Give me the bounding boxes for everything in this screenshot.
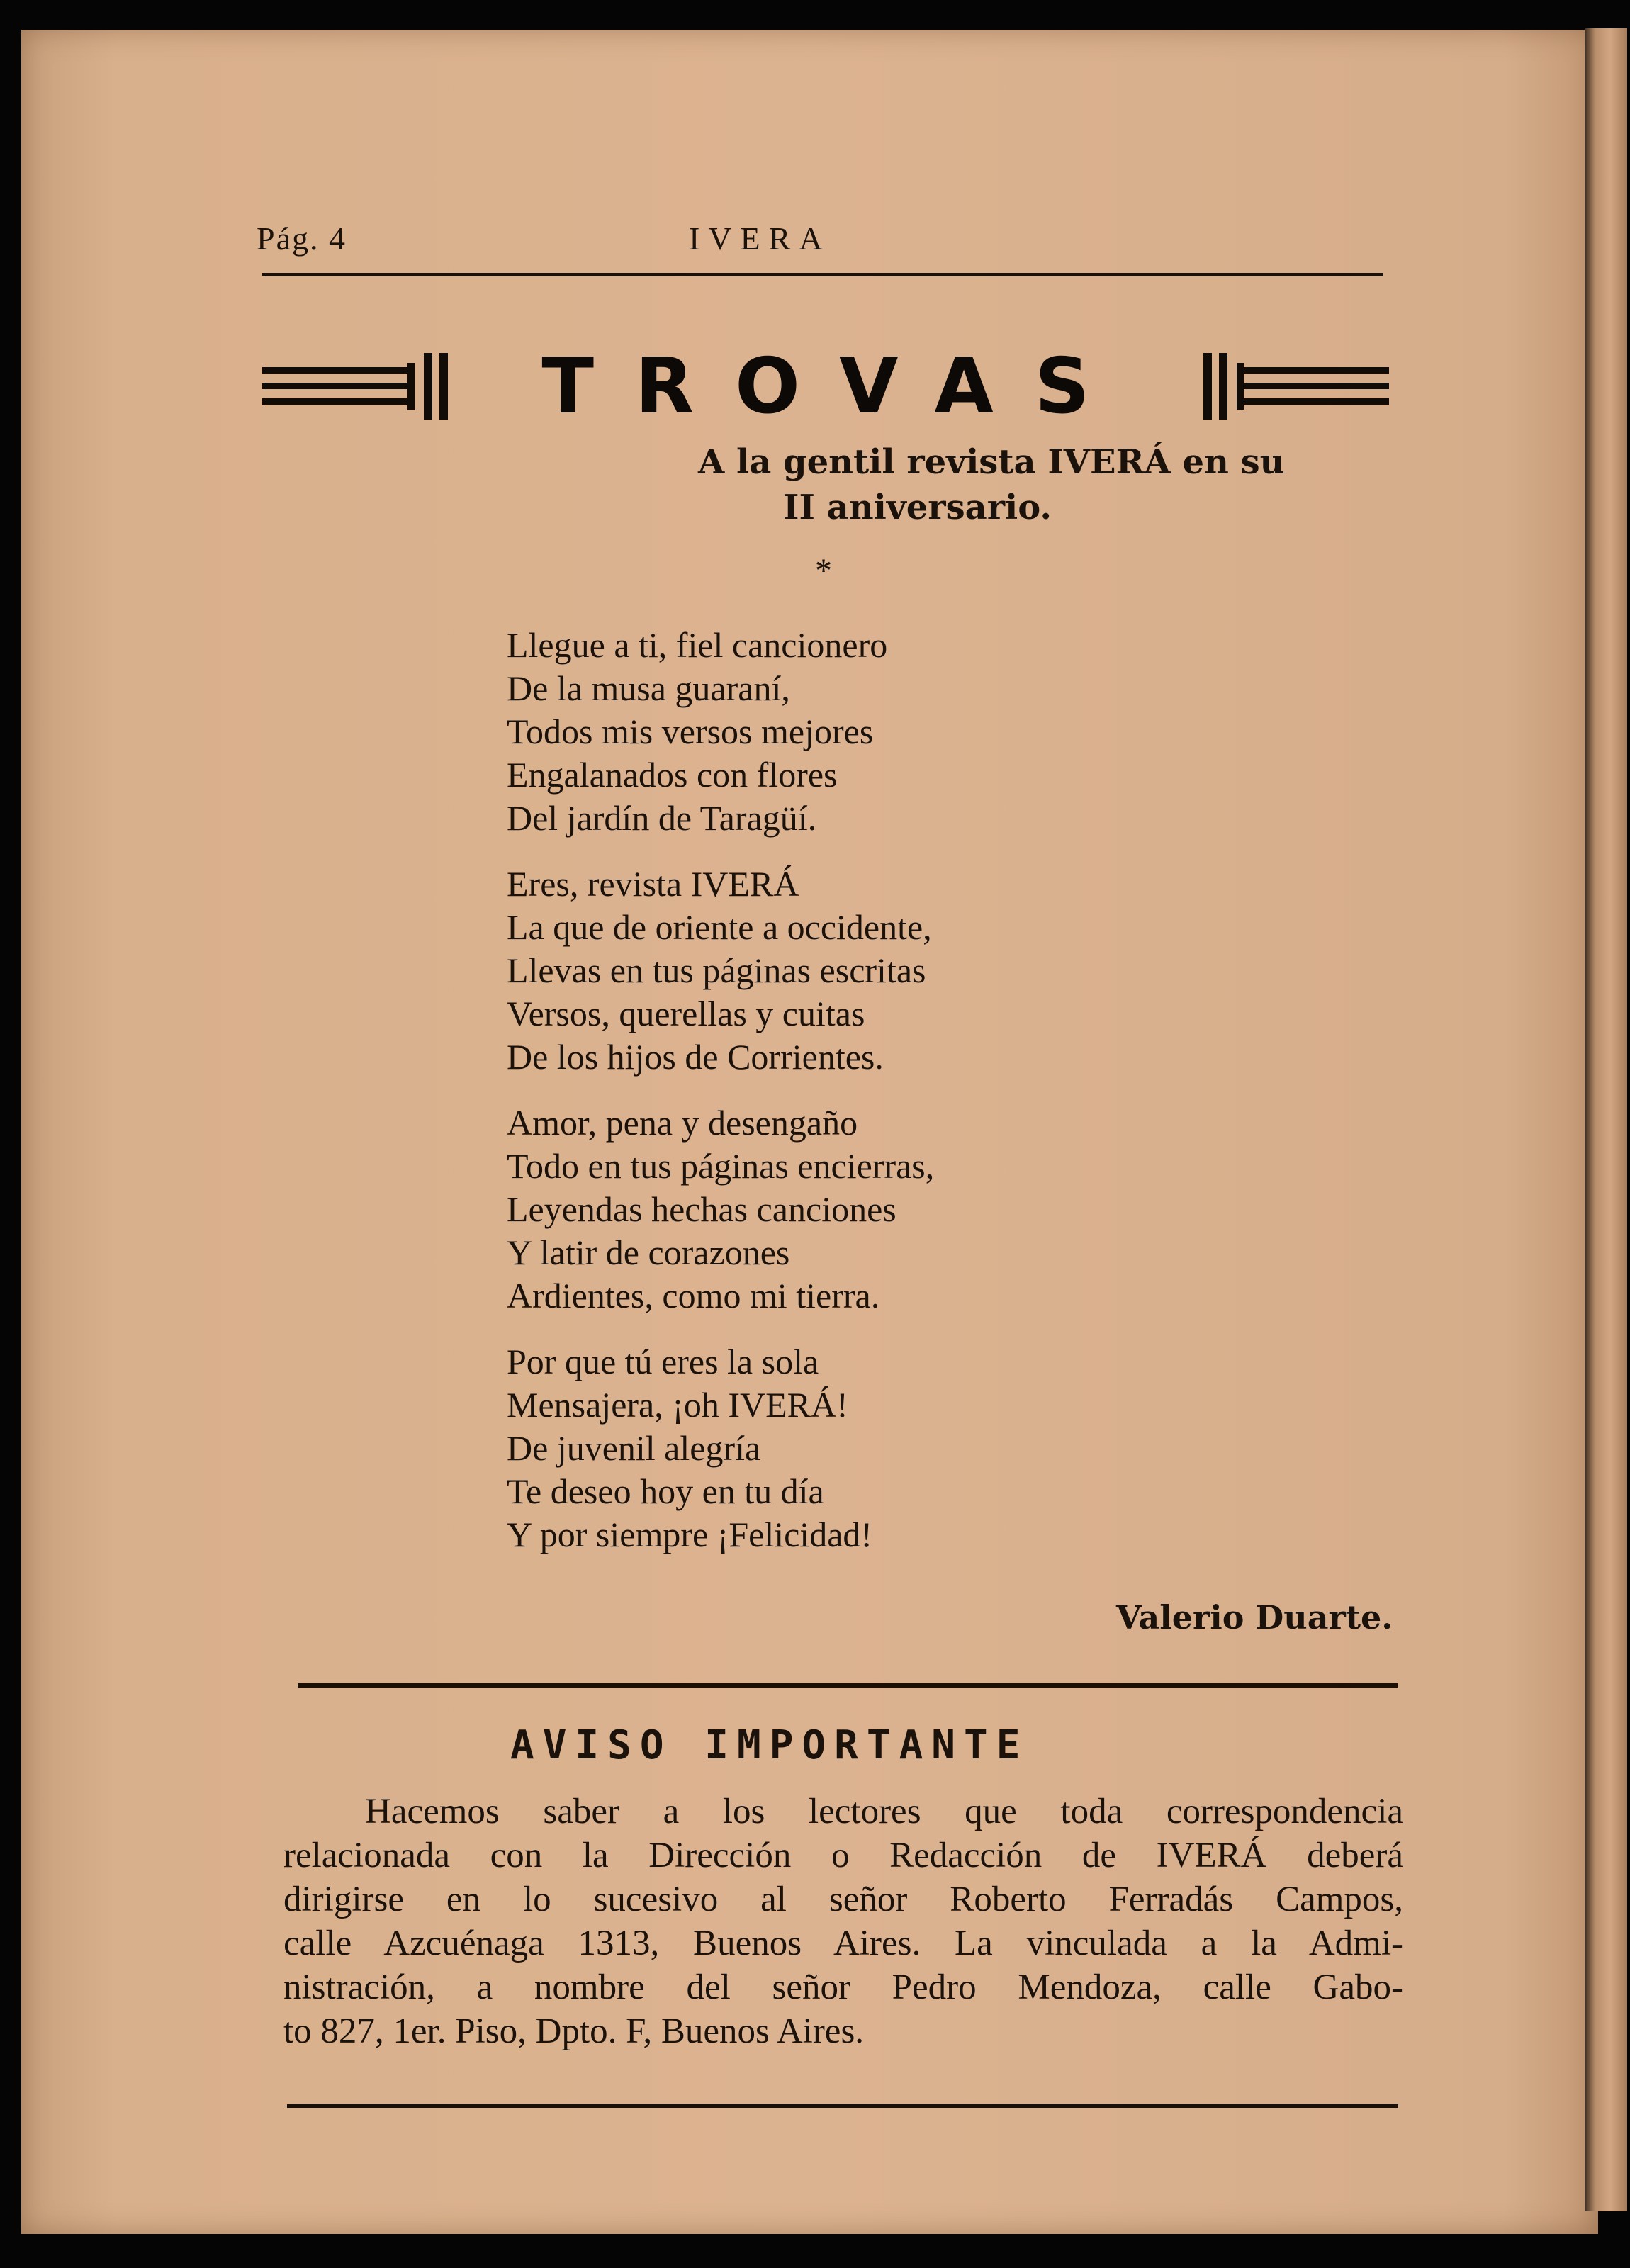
dedication <box>698 439 1407 530</box>
poem-line: De los hijos de Corrientes. <box>507 1037 884 1077</box>
poem-line: Engalanados con flores <box>507 755 838 795</box>
stanza <box>507 863 934 1079</box>
notice-line: to 827, 1er. Piso, Dpto. F, Buenos Aires. <box>283 2011 865 2051</box>
notice-line: calle Azcuénaga 1313, Buenos Aires. La vinculada a la Admi- <box>283 1924 1403 1963</box>
title-banner <box>262 342 1389 432</box>
poem-line: Del jardín de Taragüí. <box>507 798 817 838</box>
binding-gutter <box>1585 28 1627 2211</box>
poem-line: Versos, querellas y cuitas <box>507 994 865 1033</box>
poem-line: La que de oriente a occidente, <box>507 907 932 947</box>
poem-line: Todos mis versos mejores <box>507 712 874 751</box>
poem-line: De juvenil alegría <box>507 1428 761 1468</box>
notice-line: Hacemos saber a los lectores que toda correspondencia <box>365 1792 1403 1831</box>
right-ornament-bars <box>1191 347 1389 425</box>
dedication-line: A la gentil revista IVERÁ en su <box>698 442 1285 482</box>
stanza <box>507 1101 934 1318</box>
asterisk-ornament: * <box>815 552 832 590</box>
poem-line: Por que tú eres la sola <box>507 1342 819 1381</box>
stanza <box>507 624 934 840</box>
notice-body <box>283 1790 1403 2053</box>
stanza <box>507 1340 934 1556</box>
notice-title: AVISO IMPORTANTE <box>510 1722 1029 1768</box>
notice-line: nistración, a nombre del señor Pedro Mendoza, calle Gabo- <box>283 1967 1403 2007</box>
poem-line: Todo en tus páginas encierras, <box>507 1146 935 1186</box>
poem-line: Eres, revista IVERÁ <box>507 864 799 904</box>
poem-line: Leyendas hechas canciones <box>507 1189 896 1229</box>
article-title: TROVAS <box>541 342 1131 431</box>
poem-line: Llevas en tus páginas escritas <box>507 950 926 990</box>
poem-line: Ardientes, como mi tierra. <box>507 1276 880 1315</box>
poem <box>507 624 934 1579</box>
dedication-line: II aniversario. <box>783 488 1052 527</box>
magazine-name: IVERA <box>689 220 831 257</box>
notice-line: relacionada con la Dirección o Redacción de IVERÁ deberá <box>283 1836 1403 1875</box>
poem-line: De la musa guaraní, <box>507 668 790 708</box>
author-signature: Valerio Duarte. <box>1116 1598 1393 1637</box>
left-ornament-bars <box>262 347 475 425</box>
page-number: Pág. 4 <box>257 220 347 257</box>
notice-line: dirigirse en lo sucesivo al señor Roberto Ferradás Campos, <box>283 1880 1403 1919</box>
notice-top-rule <box>298 1683 1398 1688</box>
poem-line: Te deseo hoy en tu día <box>507 1471 824 1511</box>
notice-bottom-rule <box>287 2104 1398 2108</box>
poem-line: Amor, pena y desengaño <box>507 1103 858 1143</box>
header-rule <box>262 273 1383 276</box>
poem-line: Y por siempre ¡Felicidad! <box>507 1515 873 1554</box>
poem-line: Y latir de corazones <box>507 1233 790 1272</box>
poem-line: Llegue a ti, fiel cancionero <box>507 625 888 665</box>
poem-line: Mensajera, ¡oh IVERÁ! <box>507 1385 848 1425</box>
